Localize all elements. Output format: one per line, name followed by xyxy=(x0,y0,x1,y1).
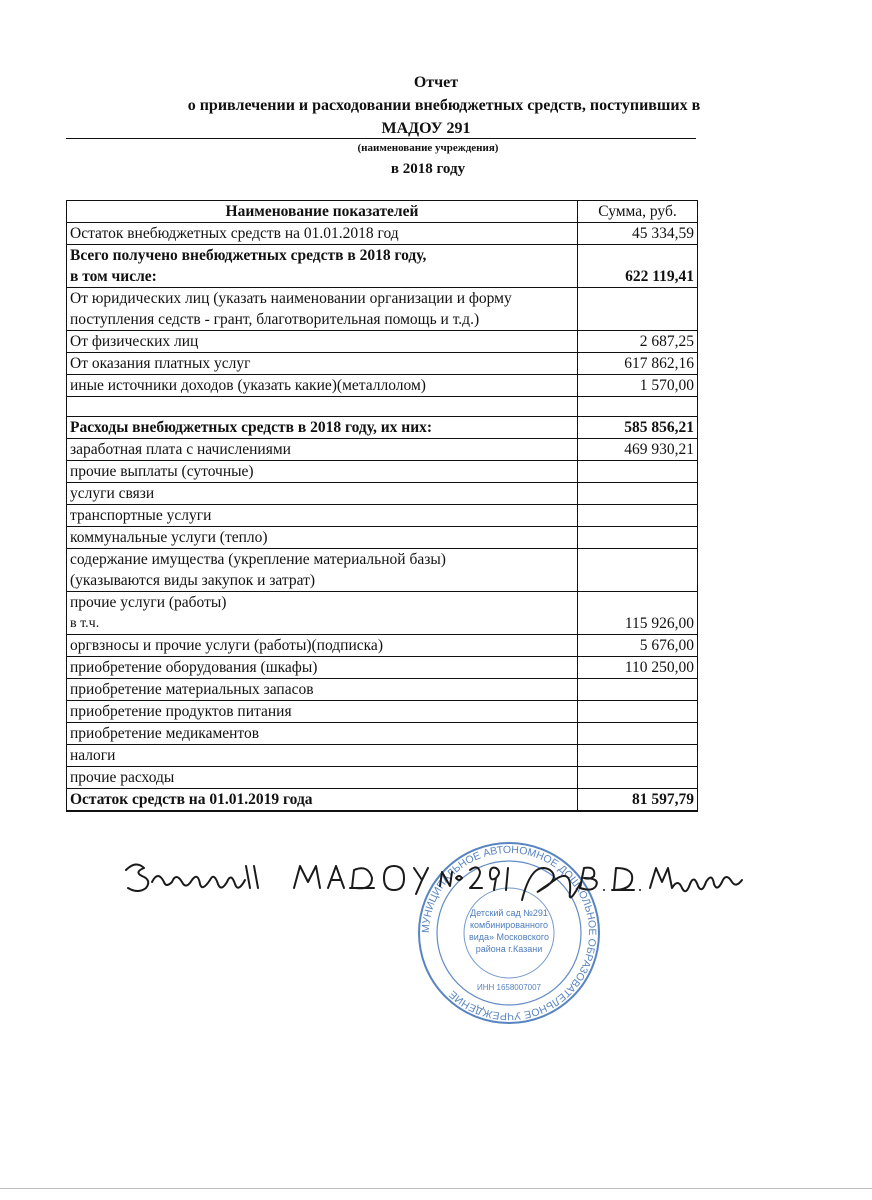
row-value: 2 687,25 xyxy=(578,331,698,353)
report-title: Отчет xyxy=(413,74,459,91)
row-label-line: содержание имущества (укрепление материальной базы) xyxy=(70,551,446,568)
row-value: 115 926,00 xyxy=(578,592,698,635)
table-row xyxy=(67,375,698,397)
table-row xyxy=(67,439,698,461)
row-label: транспортные услуги xyxy=(67,505,578,527)
row-label: приобретение материальных запасов xyxy=(67,679,578,701)
table-row-total xyxy=(67,789,698,812)
row-value: 617 862,16 xyxy=(578,353,698,375)
column-header-sum: Сумма, руб. xyxy=(578,201,698,223)
institution-caption: (наименование учреждения) xyxy=(357,142,499,154)
row-value: 45 334,59 xyxy=(578,223,698,245)
funds-table xyxy=(66,200,698,812)
row-label-line: (указываются виды закупок и затрат) xyxy=(70,572,316,589)
institution-underline xyxy=(66,138,696,139)
row-label: налоги xyxy=(67,745,578,767)
row-label-line: в том числе: xyxy=(70,268,157,285)
row-label: оргвзносы и прочие услуги (работы)(подписка) xyxy=(67,635,578,657)
row-value: 469 930,21 xyxy=(578,439,698,461)
row-value xyxy=(578,723,698,745)
row-value xyxy=(578,461,698,483)
row-value xyxy=(578,527,698,549)
row-label: заработная плата с начислениями xyxy=(67,439,578,461)
handwritten-signature xyxy=(118,830,758,920)
stamp-center-line: вида» Московского xyxy=(468,932,550,942)
table-row xyxy=(67,417,698,439)
page-edge-line xyxy=(0,1188,872,1189)
row-value: 1 570,00 xyxy=(578,375,698,397)
stamp-center-line: Детский сад №291 xyxy=(470,908,548,918)
institution-name: МАДОУ 291 xyxy=(381,120,471,137)
table-row xyxy=(67,461,698,483)
stamp-center-line: комбинированного xyxy=(469,920,549,930)
table-row xyxy=(67,483,698,505)
row-label: Остаток внебюджетных средств на 01.01.2018 год xyxy=(67,223,578,245)
row-label: От юридических лиц (указать наименовании организации и форму поступления седств - грант, благотворительная помощь и т.д.) xyxy=(67,288,578,331)
row-value xyxy=(578,767,698,789)
column-header-name: Наименование показателей xyxy=(67,201,578,223)
row-label: услуги связи xyxy=(67,483,578,505)
table-row xyxy=(67,701,698,723)
table-row xyxy=(67,745,698,767)
row-label: Расходы внебюджетных средств в 2018 году, их них: xyxy=(67,417,578,439)
table-row xyxy=(67,635,698,657)
row-label: приобретение оборудования (шкафы) xyxy=(67,657,578,679)
row-label: прочие выплаты (суточные) xyxy=(67,461,578,483)
row-value: 110 250,00 xyxy=(578,657,698,679)
row-value xyxy=(578,745,698,767)
row-label: приобретение продуктов питания xyxy=(67,701,578,723)
table-row xyxy=(67,353,698,375)
report-subtitle: о привлечении и расходовании внебюджетных средств, поступивших в xyxy=(187,97,701,114)
table-row xyxy=(67,331,698,353)
row-label xyxy=(67,549,578,592)
row-label: От оказания платных услуг xyxy=(67,353,578,375)
table-row xyxy=(67,657,698,679)
table-row xyxy=(67,527,698,549)
spacer-cell xyxy=(67,397,578,417)
table-row xyxy=(67,288,698,331)
row-label: Остаток средств на 01.01.2019 года xyxy=(67,789,578,812)
row-label xyxy=(67,592,578,635)
table-header-row xyxy=(67,201,698,223)
report-period: в 2018 году xyxy=(390,161,466,177)
row-label: коммунальные услуги (тепло) xyxy=(67,527,578,549)
row-label-line: Всего получено внебюджетных средств в 2018 году, xyxy=(70,247,427,264)
table-row xyxy=(67,549,698,592)
row-value xyxy=(578,483,698,505)
row-label: От физических лиц xyxy=(67,331,578,353)
table-row xyxy=(67,505,698,527)
table-row xyxy=(67,679,698,701)
row-label-line: прочие услуги (работы) xyxy=(70,594,227,611)
row-label: приобретение медикаментов xyxy=(67,723,578,745)
spacer-cell xyxy=(578,397,698,417)
row-label-line: в т.ч. xyxy=(70,616,100,631)
row-value xyxy=(578,701,698,723)
row-label: прочие расходы xyxy=(67,767,578,789)
table-row xyxy=(67,767,698,789)
row-value xyxy=(578,288,698,331)
row-label xyxy=(67,245,578,288)
table-row xyxy=(67,592,698,635)
row-value: 622 119,41 xyxy=(578,245,698,288)
row-value xyxy=(578,549,698,592)
stamp-outer-text: МУНИЦИПАЛЬНОЕ АВТОНОМНОЕ ДОШКОЛЬНОЕ ОБРАЗОВАТЕЛЬНОЕ УЧРЕЖДЕНИЕ xyxy=(419,843,599,1023)
row-value: 81 597,79 xyxy=(578,789,698,812)
table-row xyxy=(67,245,698,288)
table-row xyxy=(67,723,698,745)
row-value: 585 856,21 xyxy=(578,417,698,439)
stamp-center-line: района г.Казани xyxy=(475,944,543,954)
row-label: иные источники доходов (указать какие)(металлолом) xyxy=(67,375,578,397)
row-value: 5 676,00 xyxy=(578,635,698,657)
stamp-inn: ИНН 1658007007 xyxy=(476,983,542,992)
row-value xyxy=(578,679,698,701)
table-row xyxy=(67,223,698,245)
row-value xyxy=(578,505,698,527)
table-row-spacer xyxy=(67,397,698,417)
